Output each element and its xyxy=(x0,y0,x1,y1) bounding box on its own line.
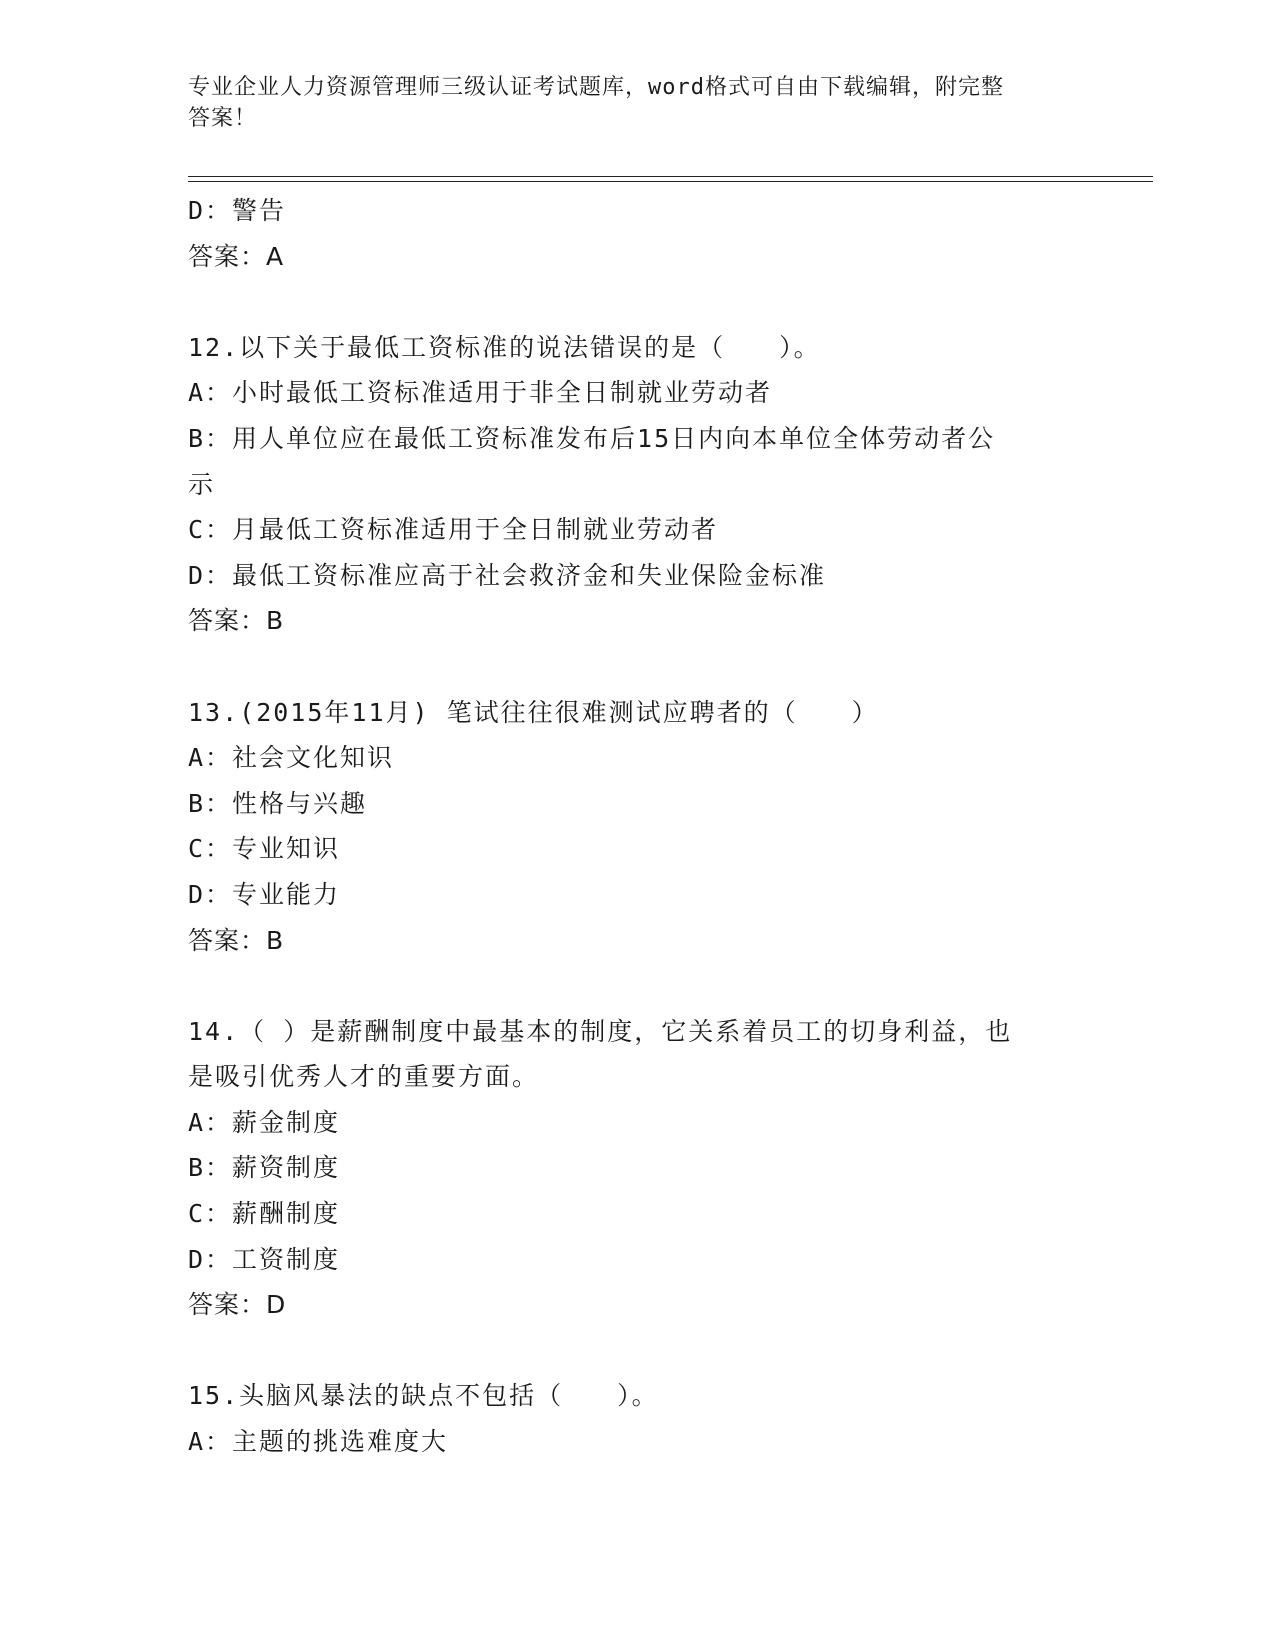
question-list xyxy=(188,188,1088,1465)
answer-line: 答案：D xyxy=(188,1290,287,1320)
question-item xyxy=(188,1373,1088,1464)
question-stem-line: 是吸引优秀人才的重要方面。 xyxy=(188,1062,540,1092)
option-line: D：工资制度 xyxy=(188,1244,341,1274)
carryover-answer: 答案：A xyxy=(188,241,285,271)
question-stem-line: 14.（ ）是薪酬制度中最基本的制度，它关系着员工的切身利益，也 xyxy=(188,1016,1013,1046)
option-line: B：用人单位应在最低工资标准发布后15日内向本单位全体劳动者公 xyxy=(188,423,996,453)
option-line: A：主题的挑选难度大 xyxy=(188,1427,449,1457)
question-stem-line: 13.(2015年11月) 笔试往往很难测试应聘者的（ ） xyxy=(188,697,879,727)
option-line: D：最低工资标准应高于社会救济金和失业保险金标准 xyxy=(188,560,827,590)
question-item xyxy=(188,325,1088,644)
option-line: C：月最低工资标准适用于全日制就业劳动者 xyxy=(188,515,719,545)
question-gap xyxy=(188,1328,1088,1374)
page-header xyxy=(188,72,1088,134)
question-stem-line: 12.以下关于最低工资标准的说法错误的是（ ）。 xyxy=(188,332,821,362)
header-divider-top xyxy=(188,176,1153,177)
carryover-option-d: D：警告 xyxy=(188,196,287,225)
answer-line: 答案：B xyxy=(188,925,285,955)
question-gap xyxy=(188,644,1088,690)
answer-line: 答案：B xyxy=(188,606,285,636)
option-line: D：专业能力 xyxy=(188,879,341,909)
question-item xyxy=(188,690,1088,964)
option-line: 示 xyxy=(188,469,216,499)
question-stem-line: 15.头脑风暴法的缺点不包括（ ）。 xyxy=(188,1381,659,1411)
option-line: A：薪金制度 xyxy=(188,1107,341,1137)
header-divider-bottom xyxy=(188,181,1153,182)
header-line-1: 专业企业人力资源管理师三级认证考试题库，word格式可自由下载编辑，附完整 xyxy=(188,75,1004,100)
option-line: A：社会文化知识 xyxy=(188,743,395,773)
header-line-2: 答案！ xyxy=(188,106,258,131)
option-line: C：薪酬制度 xyxy=(188,1199,341,1229)
option-line: C：专业知识 xyxy=(188,834,341,864)
option-line: A：小时最低工资标准适用于非全日制就业劳动者 xyxy=(188,378,773,408)
option-line: B：薪资制度 xyxy=(188,1153,341,1183)
question-item xyxy=(188,1009,1088,1328)
question-gap xyxy=(188,279,1088,325)
option-line: B：性格与兴趣 xyxy=(188,788,368,818)
question-gap xyxy=(188,963,1088,1009)
